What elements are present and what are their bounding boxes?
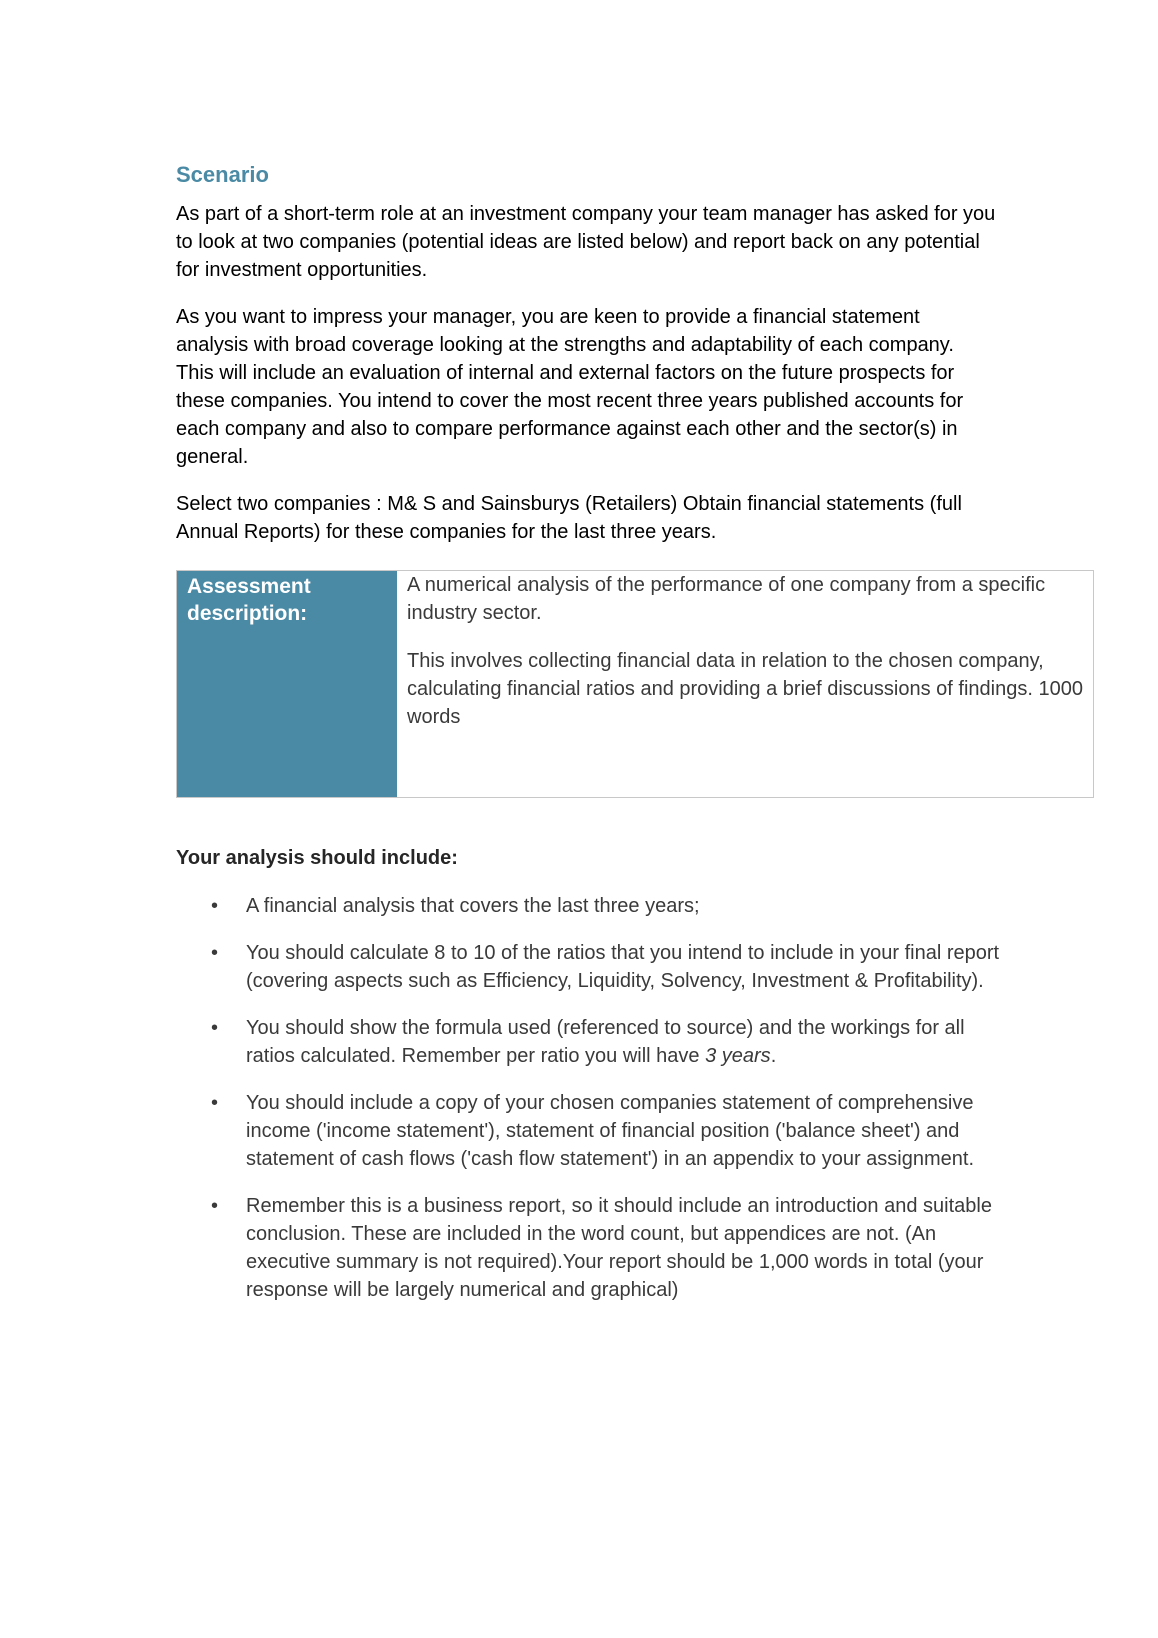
list-item (176, 1014, 1006, 1070)
list-item-text: A financial analysis that covers the last three years; (246, 895, 700, 917)
scenario-paragraph-3: Select two companies : M& S and Sainsburys (Retailers) Obtain financial statements (full Annual Reports) for these companies for the last three years. (176, 493, 962, 543)
scenario-heading: Scenario (176, 162, 269, 187)
list-item-text: You should calculate 8 to 10 of the ratios that you intend to include in your final report (covering aspects such as Efficiency, Liquidity, Solvency, Investment & Profitability). (246, 942, 1000, 992)
analysis-list (176, 892, 1096, 1304)
list-item-text: You should include a copy of your chosen companies statement of comprehensive income ('income statement'), statement of financial position ('balance sheet') and statement of cash flows ('cash flow statement') in an appendix to your assignment. (246, 1092, 974, 1170)
list-item (176, 1192, 1006, 1304)
analysis-heading: Your analysis should include: (176, 847, 458, 869)
bullet-icon: • (211, 1017, 219, 1039)
bullet-icon: • (211, 1195, 219, 1217)
scenario-paragraph-1: As part of a short-term role at an investment company your team manager has asked for you to look at two companies (potential ideas are listed below) and report back on any potential for investment opportunities. (176, 203, 996, 281)
assessment-body (397, 571, 1093, 797)
list-item-text-end: . (770, 1045, 777, 1067)
assessment-table (176, 570, 1094, 798)
assessment-text-1: A numerical analysis of the performance of one company from a specific industry sector. (407, 574, 1046, 624)
list-item-text: Remember this is a business report, so it should include an introduction and suitable conclusion. These are included in the word count, but appendices are not. (An executive summary is not required).Your report should be 1,000 words in total (your response will be largely numerical and graphical) (246, 1195, 992, 1301)
list-item (176, 939, 1006, 995)
scenario-paragraph-2: As you want to impress your manager, you are keen to provide a financial statement analysis with broad coverage looking at the strengths and adaptability of each company. This will include an evaluation of internal and external factors on the future prospects for these companies. You intend to cover the most recent three years published accounts for each company and also to compare performance against each other and the sector(s) in general. (176, 306, 964, 468)
list-item (176, 892, 1006, 920)
assessment-label: Assessment description: (177, 571, 397, 797)
bullet-icon: • (211, 1092, 219, 1114)
bullet-icon: • (211, 895, 219, 917)
bullet-icon: • (211, 942, 219, 964)
list-item (176, 1089, 1006, 1173)
list-item-emphasis: 3 years (705, 1045, 771, 1067)
document-page (176, 160, 1096, 1323)
list-item-text: You should show the formula used (referenced to source) and the workings for all ratios calculated. Remember per ratio you will have (246, 1017, 965, 1067)
assessment-text-2: This involves collecting financial data in relation to the chosen company, calculating financial ratios and providing a brief discussions of findings. 1000 words (407, 650, 1083, 728)
